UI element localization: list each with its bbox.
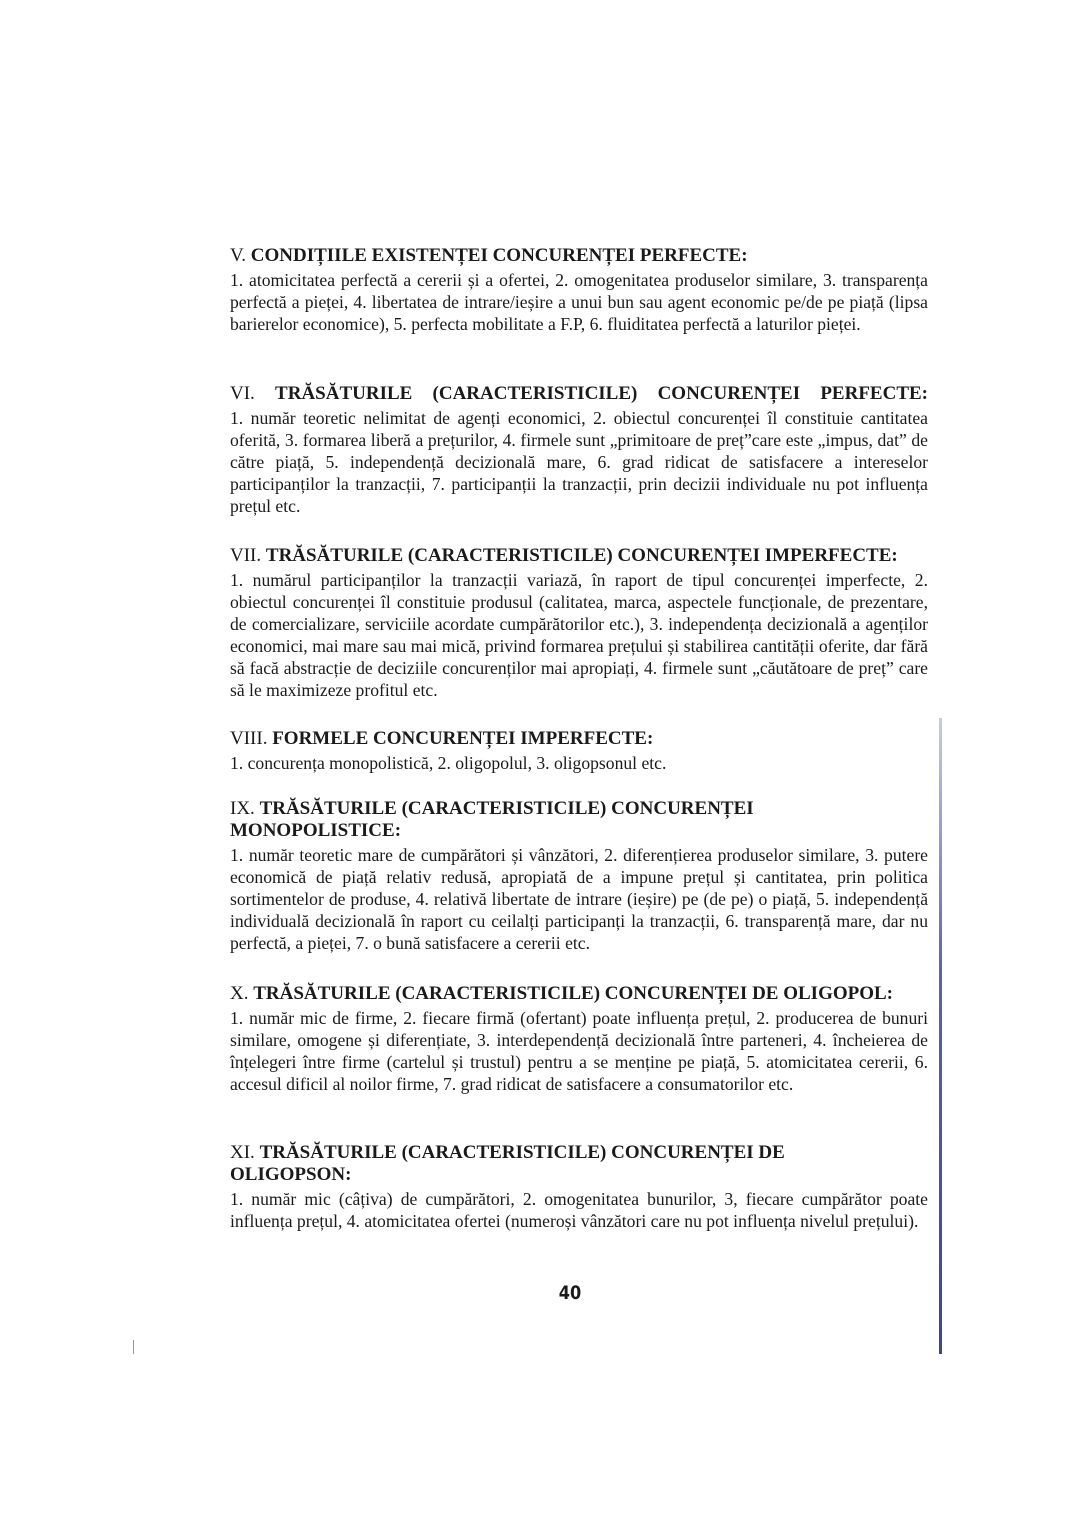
page-edge-shadow xyxy=(939,718,942,1354)
scan-mark xyxy=(133,1340,134,1354)
section-vii xyxy=(230,545,928,701)
section-body: 1. concurența monopolistică, 2. oligopolul, 3. oligopsonul etc. xyxy=(230,753,667,773)
section-heading: VIII. FORMELE CONCURENȚEI IMPERFECTE: xyxy=(230,728,654,749)
section-heading: XI. TRĂSĂTURILE (CARACTERISTICILE) CONCURENȚEI DE OLIGOPSON: xyxy=(230,1142,785,1185)
page-number: 40 xyxy=(558,1282,582,1304)
section-body: 1. număr teoretic mare de cumpărători și vânzători, 2. diferențierea produselor similare, 3. putere economică de piață relativ redusă, apropiată de a impune prețul și cantitatea, prin politica sortimentelor de produse, 4. relativă libertate de intrare (ieșire) pe (de pe) o piață, 5. independență individuală decizională în raport cu ceilalți participanți la tranzacții, 6. transparență mare, dar nu perfectă, a pieței, 7. o bună satisfacere a cererii etc. xyxy=(230,845,928,953)
section-body: 1. număr mic de firme, 2. fiecare firmă (ofertant) poate influența prețul, 2. producerea de bunuri similare, omogene și diferențiate, 3. interdependență decizională între parteneri, 4. încheierea de înțelegeri între firme (cartelul și trustul) pentru a se menține pe piață, 5. atomicitatea cererii, 6. accesul dificil al noilor firme, 7. grad ridicat de satisfacere a consumatorilor etc. xyxy=(230,1008,928,1094)
section-heading: IX. TRĂSĂTURILE (CARACTERISTICILE) CONCURENȚEI MONOPOLISTICE: xyxy=(230,798,754,841)
section-ix xyxy=(230,798,928,954)
section-xi xyxy=(230,1142,928,1232)
section-heading: X. TRĂSĂTURILE (CARACTERISTICILE) CONCURENȚEI DE OLIGOPOL: xyxy=(230,983,894,1004)
section-heading: VII. TRĂSĂTURILE (CARACTERISTICILE) CONCURENȚEI IMPERFECTE: xyxy=(230,545,898,566)
section-body: 1. număr mic (câțiva) de cumpărători, 2. omogenitatea bunurilor, 3, fiecare cumpărător poate influența prețul, 4. atomicitatea ofertei (numeroși vânzători care nu pot influența nivelul prețului). xyxy=(230,1189,928,1231)
section-vi xyxy=(230,383,928,517)
section-heading: VI. TRĂSĂTURILE (CARACTERISTICILE) CONCURENȚEI PERFECTE: xyxy=(230,383,929,404)
section-x xyxy=(230,983,928,1095)
section-viii xyxy=(230,728,928,774)
section-body: 1. atomicitatea perfectă a cererii și a ofertei, 2. omogenitatea produselor similare, 3. transparența perfectă a pieței, 4. libertatea de intrare/ieșire a unui bun sau agent economic pe/de pe piață (lipsa barierelor economice), 5. perfecta mobilitate a F.P, 6. fluiditatea perfectă a laturilor pieței. xyxy=(230,270,928,334)
section-body: 1. numărul participanților la tranzacții variază, în raport de tipul concurenței imperfecte, 2. obiectul concurenței îl constituie produsul (calitatea, marca, aspectele funcționale, de prezentare, de comercializare, serviciile acordate cumpărătorilor etc.), 3. independența decizională a agenților economici, mai mare sau mai mică, privind formarea prețului și stabilirea cantității oferite, dar fără să facă abstracție de deciziile concurenților mai apropiați, 4. firmele sunt „căutătoare de preț” care să le maximizeze profitul etc. xyxy=(230,570,928,700)
section-body: 1. număr teoretic nelimitat de agenți economici, 2. obiectul concurenței îl constituie cantitatea oferită, 3. formarea liberă a prețurilor, 4. firmele sunt „primitoare de preț”care este „impus, dat” de către piață, 5. independență decizională mare, 6. grad ridicat de satisfacere a intereselor participanților la tranzacții, 7. participanții la tranzacții, prin decizii individuale nu pot influența prețul etc. xyxy=(230,408,928,516)
section-v xyxy=(230,245,928,335)
section-heading: V. CONDIȚIILE EXISTENȚEI CONCURENȚEI PERFECTE: xyxy=(230,245,748,266)
